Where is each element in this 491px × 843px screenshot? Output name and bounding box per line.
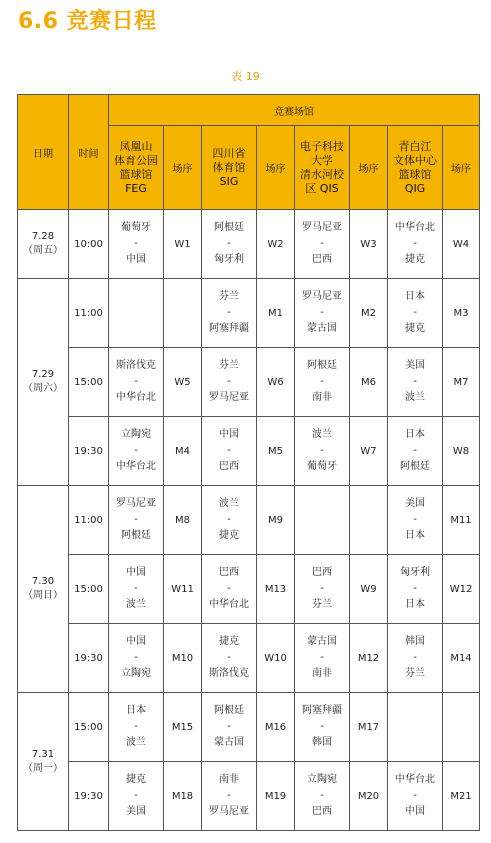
match-code: M4 bbox=[164, 417, 202, 486]
header-venue-group: 竞赛场馆 bbox=[109, 95, 480, 126]
team-name: 南非 bbox=[219, 774, 239, 785]
team-name: 罗马尼亚 bbox=[209, 806, 249, 817]
team-name: 南非 bbox=[312, 392, 332, 403]
team-name: 日本 bbox=[405, 291, 425, 302]
team-name: 斯洛伐克 bbox=[209, 668, 249, 679]
match-code: M9 bbox=[257, 486, 295, 555]
team-name: 罗马尼亚 bbox=[116, 498, 156, 509]
match-cell bbox=[295, 348, 350, 417]
venue-name-line: 清水河校 bbox=[300, 167, 344, 181]
versus-separator: - bbox=[134, 376, 138, 387]
match-cell bbox=[295, 762, 350, 831]
team-name: 罗马尼亚 bbox=[302, 222, 342, 233]
match-cell bbox=[295, 279, 350, 348]
match-code: M7 bbox=[443, 348, 480, 417]
versus-separator: - bbox=[227, 307, 231, 318]
team-name: 巴西 bbox=[219, 567, 239, 578]
team-name: 阿塞拜疆 bbox=[209, 323, 249, 334]
venue-name-line: SIG bbox=[219, 174, 239, 188]
match-cell bbox=[295, 417, 350, 486]
venue-name-line: 体育馆 bbox=[212, 160, 246, 174]
versus-separator: - bbox=[227, 514, 231, 525]
match-cell bbox=[388, 279, 443, 348]
team-name: 中国 bbox=[126, 636, 146, 647]
team-name: 阿塞拜疆 bbox=[302, 705, 342, 716]
versus-separator: - bbox=[134, 721, 138, 732]
team-name: 匈牙利 bbox=[400, 567, 430, 578]
venue-name-line: 青白江 bbox=[398, 139, 432, 153]
team-name: 巴西 bbox=[312, 567, 332, 578]
schedule-row bbox=[18, 693, 480, 762]
match-cell bbox=[388, 210, 443, 279]
match-code: M3 bbox=[443, 279, 480, 348]
team-name: 阿根廷 bbox=[307, 360, 337, 371]
weekday-value: （周六） bbox=[23, 383, 63, 394]
team-name: 蒙古国 bbox=[214, 737, 244, 748]
match-code: M10 bbox=[164, 624, 202, 693]
venue-name-line: 篮球馆 bbox=[119, 167, 153, 181]
header-time: 时间 bbox=[69, 95, 109, 210]
team-name: 巴西 bbox=[219, 461, 239, 472]
date-cell bbox=[18, 486, 69, 693]
versus-separator: - bbox=[227, 583, 231, 594]
order-header: 场序 bbox=[350, 126, 388, 210]
versus-separator: - bbox=[413, 652, 417, 663]
versus-separator: - bbox=[413, 514, 417, 525]
team-name: 捷克 bbox=[405, 254, 425, 265]
team-name: 阿根廷 bbox=[214, 222, 244, 233]
team-name: 日本 bbox=[405, 429, 425, 440]
versus-separator: - bbox=[320, 445, 324, 456]
team-name: 芬兰 bbox=[405, 668, 425, 679]
versus-separator: - bbox=[320, 790, 324, 801]
match-cell bbox=[388, 693, 443, 762]
match-code: W1 bbox=[164, 210, 202, 279]
match-code: M17 bbox=[350, 693, 388, 762]
schedule-table bbox=[17, 94, 480, 831]
match-code: M21 bbox=[443, 762, 480, 831]
match-code bbox=[164, 279, 202, 348]
match-cell bbox=[388, 555, 443, 624]
time-cell: 15:00 bbox=[69, 693, 109, 762]
team-name: 蒙古国 bbox=[307, 636, 337, 647]
schedule-row bbox=[18, 762, 480, 831]
versus-separator: - bbox=[413, 445, 417, 456]
time-cell: 15:00 bbox=[69, 348, 109, 417]
team-name: 中国 bbox=[126, 254, 146, 265]
match-cell bbox=[202, 279, 257, 348]
venue-name-line: 篮球馆 bbox=[398, 167, 432, 181]
team-name: 波兰 bbox=[126, 599, 146, 610]
team-name: 中华台北 bbox=[395, 774, 435, 785]
team-name: 芬兰 bbox=[219, 360, 239, 371]
match-code: W6 bbox=[257, 348, 295, 417]
match-code: M8 bbox=[164, 486, 202, 555]
match-cell bbox=[202, 762, 257, 831]
match-cell bbox=[388, 486, 443, 555]
match-code: W10 bbox=[257, 624, 295, 693]
team-name: 中华台北 bbox=[209, 599, 249, 610]
versus-separator: - bbox=[413, 307, 417, 318]
match-code: W2 bbox=[257, 210, 295, 279]
match-code bbox=[350, 486, 388, 555]
team-name: 巴西 bbox=[312, 254, 332, 265]
match-code: M18 bbox=[164, 762, 202, 831]
versus-separator: - bbox=[227, 790, 231, 801]
match-code: M6 bbox=[350, 348, 388, 417]
match-cell bbox=[202, 417, 257, 486]
weekday-value: （周一） bbox=[23, 762, 63, 774]
match-code: M12 bbox=[350, 624, 388, 693]
match-code: M11 bbox=[443, 486, 480, 555]
header-date: 日期 bbox=[18, 95, 69, 210]
versus-separator: - bbox=[227, 652, 231, 663]
team-name: 日本 bbox=[405, 530, 425, 541]
venue-name-line: 电子科技 bbox=[300, 139, 344, 153]
match-cell bbox=[109, 348, 164, 417]
versus-separator: - bbox=[134, 583, 138, 594]
match-code: W5 bbox=[164, 348, 202, 417]
match-code: W12 bbox=[443, 555, 480, 624]
match-cell bbox=[109, 486, 164, 555]
team-name: 波兰 bbox=[126, 737, 146, 748]
versus-separator: - bbox=[413, 583, 417, 594]
team-name: 葡萄牙 bbox=[121, 222, 151, 233]
versus-separator: - bbox=[413, 238, 417, 249]
venue-header-4 bbox=[388, 126, 443, 210]
match-cell bbox=[388, 348, 443, 417]
team-name: 立陶宛 bbox=[121, 668, 151, 679]
date-value: 7.30 bbox=[31, 576, 55, 587]
versus-separator: - bbox=[413, 376, 417, 387]
versus-separator: - bbox=[320, 307, 324, 318]
venue-name-line: 凤凰山 bbox=[119, 139, 153, 153]
match-code: M5 bbox=[257, 417, 295, 486]
match-cell bbox=[202, 693, 257, 762]
date-cell bbox=[18, 693, 69, 831]
venue-header-2 bbox=[202, 126, 257, 210]
team-name: 立陶宛 bbox=[121, 429, 151, 440]
team-name: 波兰 bbox=[312, 429, 332, 440]
versus-separator: - bbox=[320, 238, 324, 249]
versus-separator: - bbox=[227, 376, 231, 387]
match-code: W11 bbox=[164, 555, 202, 624]
team-name: 阿根廷 bbox=[214, 705, 244, 716]
versus-separator: - bbox=[227, 445, 231, 456]
team-name: 阿根廷 bbox=[121, 530, 151, 541]
venue-header-3 bbox=[295, 126, 350, 210]
team-name: 波兰 bbox=[405, 392, 425, 403]
schedule-row bbox=[18, 348, 480, 417]
match-cell bbox=[109, 279, 164, 348]
match-code: M14 bbox=[443, 624, 480, 693]
order-header: 场序 bbox=[443, 126, 480, 210]
venue-name-line: FEG bbox=[125, 181, 147, 195]
team-name: 美国 bbox=[405, 360, 425, 371]
match-cell bbox=[109, 693, 164, 762]
team-name: 韩国 bbox=[312, 737, 332, 748]
date-cell bbox=[18, 210, 69, 279]
match-cell bbox=[202, 210, 257, 279]
weekday-value: （周日） bbox=[23, 590, 63, 601]
team-name: 中国 bbox=[126, 567, 146, 578]
time-cell: 19:30 bbox=[69, 417, 109, 486]
versus-separator: - bbox=[320, 376, 324, 387]
match-code: W9 bbox=[350, 555, 388, 624]
match-code: W8 bbox=[443, 417, 480, 486]
match-cell bbox=[295, 555, 350, 624]
team-name: 罗马尼亚 bbox=[209, 392, 249, 403]
team-name: 芬兰 bbox=[219, 291, 239, 302]
section-title: 6.6 竞赛日程 bbox=[18, 9, 157, 34]
match-cell bbox=[109, 762, 164, 831]
match-cell bbox=[109, 210, 164, 279]
versus-separator: - bbox=[134, 652, 138, 663]
team-name: 匈牙利 bbox=[214, 254, 244, 265]
versus-separator: - bbox=[134, 445, 138, 456]
versus-separator: - bbox=[134, 514, 138, 525]
schedule-row bbox=[18, 486, 480, 555]
versus-separator: - bbox=[134, 238, 138, 249]
weekday-value: （周五） bbox=[23, 245, 63, 256]
order-header: 场序 bbox=[257, 126, 295, 210]
team-name: 中华台北 bbox=[395, 222, 435, 233]
team-name: 中华台北 bbox=[116, 392, 156, 403]
schedule-row bbox=[18, 417, 480, 486]
time-cell: 19:30 bbox=[69, 762, 109, 831]
team-name: 日本 bbox=[126, 705, 146, 716]
team-name: 罗马尼亚 bbox=[302, 291, 342, 302]
match-cell bbox=[202, 555, 257, 624]
match-cell bbox=[109, 624, 164, 693]
team-name: 美国 bbox=[126, 806, 146, 817]
team-name: 中国 bbox=[405, 806, 425, 817]
team-name: 巴西 bbox=[312, 806, 332, 817]
team-name: 葡萄牙 bbox=[307, 461, 337, 472]
team-name: 中华台北 bbox=[116, 461, 156, 472]
team-name: 捷克 bbox=[126, 774, 146, 785]
schedule-row bbox=[18, 279, 480, 348]
team-name: 捷克 bbox=[219, 530, 239, 541]
match-code: W4 bbox=[443, 210, 480, 279]
table-caption: 表 19 bbox=[231, 70, 260, 83]
date-value: 7.29 bbox=[31, 369, 55, 380]
match-cell bbox=[295, 624, 350, 693]
match-code: M16 bbox=[257, 693, 295, 762]
versus-separator: - bbox=[227, 721, 231, 732]
team-name: 中国 bbox=[219, 429, 239, 440]
time-cell: 15:00 bbox=[69, 555, 109, 624]
date-value: 7.28 bbox=[31, 231, 55, 242]
schedule-row bbox=[18, 555, 480, 624]
order-header: 场序 bbox=[164, 126, 202, 210]
versus-separator: - bbox=[413, 790, 417, 801]
versus-separator: - bbox=[320, 583, 324, 594]
time-cell: 11:00 bbox=[69, 279, 109, 348]
versus-separator: - bbox=[227, 238, 231, 249]
time-cell: 19:30 bbox=[69, 624, 109, 693]
schedule-row bbox=[18, 624, 480, 693]
schedule-row bbox=[18, 210, 480, 279]
team-name: 斯洛伐克 bbox=[116, 360, 156, 371]
match-code: W3 bbox=[350, 210, 388, 279]
match-code: M15 bbox=[164, 693, 202, 762]
match-cell bbox=[295, 693, 350, 762]
team-name: 阿根廷 bbox=[400, 461, 430, 472]
time-cell: 10:00 bbox=[69, 210, 109, 279]
venue-name-line: 区 QIS bbox=[305, 181, 339, 195]
match-cell bbox=[388, 624, 443, 693]
match-code: M19 bbox=[257, 762, 295, 831]
team-name: 捷克 bbox=[219, 636, 239, 647]
venue-name-line: 大学 bbox=[311, 153, 333, 167]
date-value: 7.31 bbox=[31, 748, 55, 760]
venue-name-line: QIG bbox=[404, 181, 426, 195]
team-name: 芬兰 bbox=[312, 599, 332, 610]
match-cell bbox=[202, 624, 257, 693]
venue-name-line: 四川省 bbox=[212, 146, 246, 160]
match-code: W7 bbox=[350, 417, 388, 486]
match-cell bbox=[388, 762, 443, 831]
date-cell bbox=[18, 279, 69, 486]
match-cell bbox=[295, 210, 350, 279]
team-name: 捷克 bbox=[405, 323, 425, 334]
team-name: 波兰 bbox=[219, 498, 239, 509]
match-cell bbox=[109, 417, 164, 486]
team-name: 蒙古国 bbox=[307, 323, 337, 334]
versus-separator: - bbox=[320, 652, 324, 663]
versus-separator: - bbox=[320, 721, 324, 732]
match-code bbox=[443, 693, 480, 762]
match-cell bbox=[202, 348, 257, 417]
match-code: M20 bbox=[350, 762, 388, 831]
match-code: M1 bbox=[257, 279, 295, 348]
team-name: 美国 bbox=[405, 498, 425, 509]
match-cell bbox=[202, 486, 257, 555]
match-code: M2 bbox=[350, 279, 388, 348]
team-name: 日本 bbox=[405, 599, 425, 610]
match-cell bbox=[109, 555, 164, 624]
venue-name-line: 文体中心 bbox=[393, 153, 437, 167]
team-name: 韩国 bbox=[405, 636, 425, 647]
venue-name-line: 体育公园 bbox=[114, 153, 158, 167]
time-cell: 11:00 bbox=[69, 486, 109, 555]
venue-header-1 bbox=[109, 126, 164, 210]
match-cell bbox=[295, 486, 350, 555]
match-code: M13 bbox=[257, 555, 295, 624]
versus-separator: - bbox=[134, 790, 138, 801]
team-name: 立陶宛 bbox=[307, 774, 337, 785]
team-name: 南非 bbox=[312, 668, 332, 679]
match-cell bbox=[388, 417, 443, 486]
